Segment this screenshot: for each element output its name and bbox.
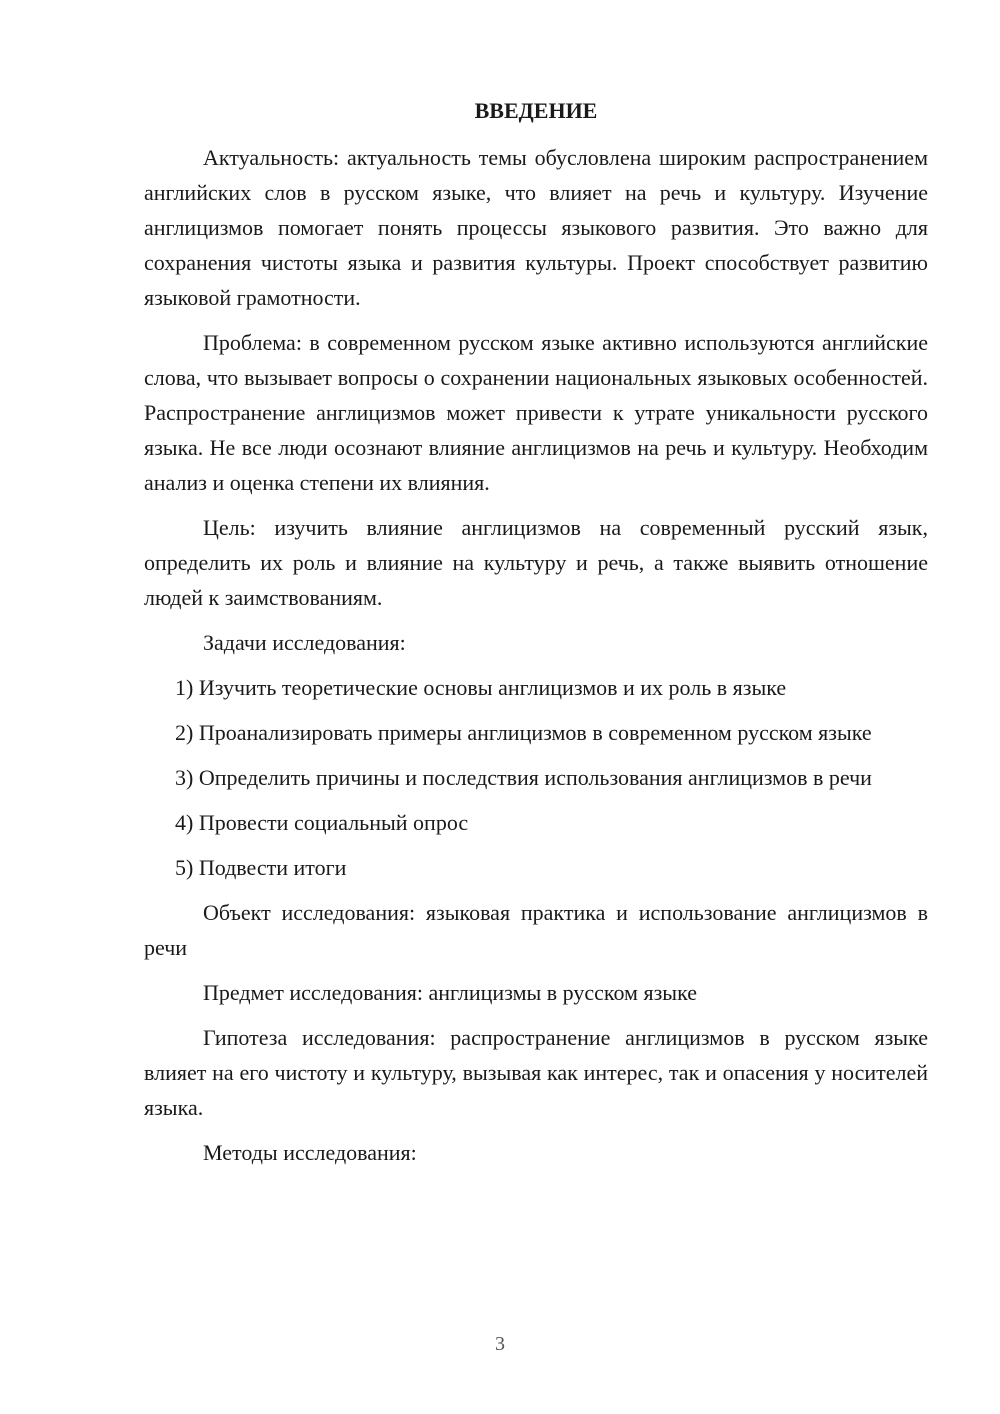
paragraph-subject: Предмет исследования: англицизмы в русском языке: [203, 980, 697, 1005]
paragraph-object: Объект исследования: языковая практика и использование англицизмов в речи: [144, 900, 928, 960]
paragraph-goal: Цель: изучить влияние англицизмов на современный русский язык, определить их роль и влияние на культуру и речь, а также выявить отношение людей к заимствованиям.: [144, 515, 928, 610]
task-item-2: 2) Проанализировать примеры англицизмов в современном русском языке: [175, 720, 872, 745]
paragraph-methods: Методы исследования:: [203, 1140, 417, 1165]
section-title: ВВЕДЕНИЕ: [474, 98, 598, 123]
paragraph-tasks-heading: Задачи исследования:: [203, 630, 406, 655]
task-item-5: 5) Подвести итоги: [175, 855, 347, 880]
document-page: [144, 94, 928, 1180]
task-item-3: 3) Определить причины и последствия использования англицизмов в речи: [175, 765, 872, 790]
page-number: 3: [495, 1333, 505, 1355]
task-item-4: 4) Провести социальный опрос: [175, 810, 469, 835]
task-item-1: 1) Изучить теоретические основы англицизмов и их роль в языке: [175, 675, 787, 700]
paragraph-relevance: Актуальность: актуальность темы обусловлена широким распространением английских слов в русском языке, что влияет на речь и культуру. Изучение англицизмов помогает понять процессы языкового развития. Это важно для сохранения чистоты языка и развития культуры. Проект способствует развитию языковой грамотности.: [144, 145, 928, 310]
paragraph-problem: Проблема: в современном русском языке активно используются английские слова, что вызывает вопросы о сохранении национальных языковых особенностей. Распространение англицизмов может привести к утрате уникальности русского языка. Не все люди осознают влияние англицизмов на речь и культуру. Необходим анализ и оценка степени их влияния.: [144, 330, 928, 495]
paragraph-hypothesis: Гипотеза исследования: распространение англицизмов в русском языке влияет на его чистоту и культуру, вызывая как интерес, так и опасения у носителей языка.: [144, 1025, 928, 1120]
